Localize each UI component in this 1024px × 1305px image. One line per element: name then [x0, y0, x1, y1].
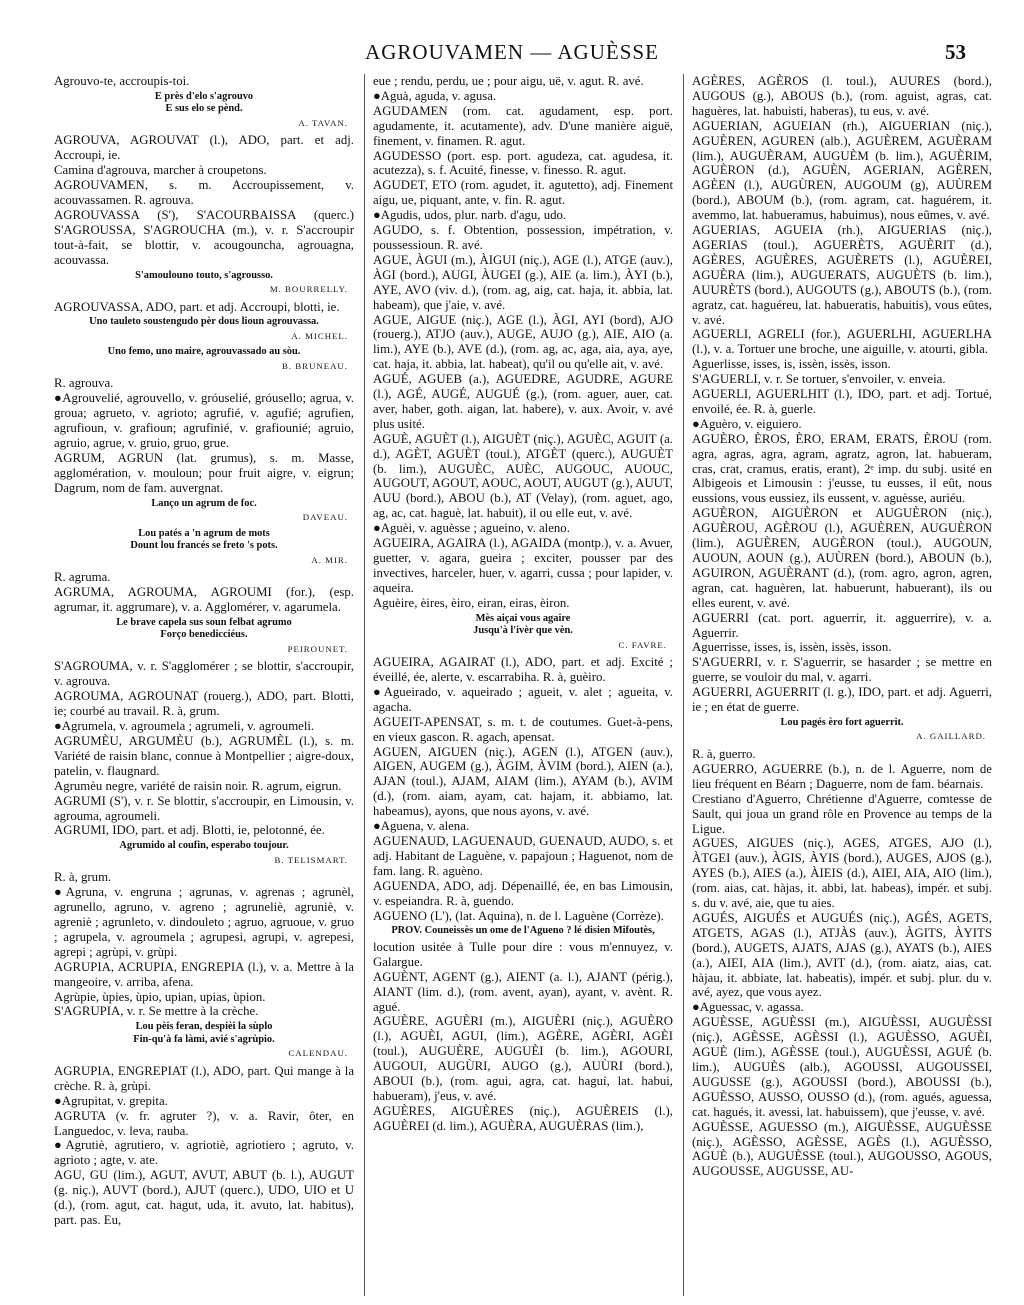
entry-paragraph: AGUENAUD, LAGUENAUD, GUENAUD, AUDO, s. et adj. Habitant de Laguène, v. papajoun ; Haguenot, nom de fam. lang. R. aguèno.	[373, 834, 673, 878]
entry-paragraph: AGROUMA, AGROUNAT (rouerg.), ADO, part. Blotti, ie; courbé au travail. R. à, grum.	[54, 689, 354, 719]
citation-quote: S'amoulouno touto, s'agrousso.	[135, 269, 273, 281]
citation-author: B. TELISMART.	[274, 854, 348, 865]
entry-paragraph: AGUEIRA, AGAIRAT (l.), ADO, part. et adj. Excité ; éveillé, ée, alerte, v. escarrabiha. R. à, guèiro.	[373, 655, 673, 685]
entry-paragraph: R. à, grum.	[54, 870, 112, 885]
column-left	[54, 74, 354, 1296]
entry-paragraph: ●Agudis, udos, plur. narb. d'agu, udo.	[373, 208, 567, 223]
entry-paragraph: Aguerrisse, isses, is, issèn, issès, isson.	[692, 640, 892, 655]
entry-paragraph: AGUÈRES, AIGUÈRES (niç.), AGUÈREIS (l.), AGUÈREI (d. lim.), AGUÈRA, AUGUÈRAS (lim.),	[373, 1103, 673, 1133]
entry-paragraph: Agrùpie, ùpies, ùpio, upian, upias, ùpion.	[54, 989, 266, 1004]
citation-author: DAVEAU.	[302, 512, 348, 523]
entry-paragraph: AGUDESSO (port. esp. port. agudeza, cat. agudesa, it. acutezza), s. f. Acuité, finesse, v. finesso. R. agut.	[373, 148, 673, 178]
entry-paragraph: ●Aguèi, v. aguèsse ; agueino, v. aleno.	[373, 521, 570, 536]
entry-paragraph: ●Agrutiè, agrutiero, v. agriotiè, agriotiero ; agruto, v. agrioto ; agte, v. ate.	[54, 1138, 354, 1168]
entry-paragraph: Agrumèu negre, variété de raisin noir. R. agrum, eigrun.	[54, 778, 342, 793]
entry-paragraph: AGU, GU (lim.), AGUT, AVUT, ABUT (b. l.), AUGUT (g. niç.), AUVT (bord.), AJUT (querc.), UDO, UIO et U (d.), (rom. agut, cat. hagut, uda, it. avuto, lat. habitus), part. pas. Eu,	[54, 1168, 354, 1227]
entry-paragraph: AGUERLI, AGRELI (for.), AGUERLHI, AGUERLHA (l.), v. a. Tortuer une broche, une aiguille, v. atourti, gibla.	[692, 327, 992, 357]
citation-quote: Uno femo, uno maire, agrouvassado au sòu.	[107, 346, 301, 358]
citation-quote: Agrumido al coufin, esperabo toujour.	[119, 840, 289, 852]
entry-paragraph: R. agruma.	[54, 570, 111, 585]
citation-author: B. BRUNEAU.	[282, 360, 348, 371]
entry-paragraph: ●Agrupitat, v. grepita.	[54, 1093, 168, 1108]
entry-paragraph: AGUERIAN, AGUEIAN (rh.), AIGUERIAN (niç.), AGUÈREN, AGUREN (alb.), AGUÈREM, AGUÈRAM (lim.), AUGUÈRAM, AUGUÈM (b. lim.), AGUÈRIM, AGUÈRON (d.), AGUÈN, AGERIAN, AGÈREN, AGÈEN (l.), AUGÙREN, AUGOUM (g), AUÙREM (bord.), ABOUM (b.), (rom. agram, cat. haguérem, it. avemmo, lat. habueramus, habuimus), nous eûmes, v. avé.	[692, 118, 992, 223]
entry-paragraph: Camina d'agrouva, marcher à croupetons.	[54, 163, 267, 178]
citation-author: A. TAVAN.	[298, 117, 348, 128]
entry-paragraph: locution usitée à Tulle pour dire : vous m'ennuyez, v. Galargue.	[373, 939, 673, 969]
entry-paragraph: AGUÉS, AIGUÉS et AUGUÉS (niç.), AGÉS, AGETS, ATGETS, AGAS (l.), ATJÀS (auv.), ÀGITS, ÀYITS (bord.), AUGETS, AJATS, AJAS (g.), AYATS (b.), AIES (a.), AIEI, AIA (lim.), AVIT (d.), (rom. aiatz, aias, cat. hàjau, it. abbiate, lat. habeatis), impér. et subj. plur. du v. avé, ayez, que vous ayez.	[692, 910, 992, 1000]
entry-paragraph: AGUERRO, AGUERRE (b.), n. de l. Aguerre, nom de lieu fréquent en Béarn ; Daguerre, nom de fam. béarnais.	[692, 761, 992, 791]
entry-paragraph: ●Agueirado, v. aqueirado ; agueit, v. alet ; agueita, v. agacha.	[373, 684, 673, 714]
citation-quote: Lanço un agrum de foc.	[151, 497, 257, 509]
citation-quote: Uno tauleto soustengudo pèr dous lioun agrouvassa.	[89, 316, 319, 328]
entry-paragraph: AGUE, AIGUE (niç.), AGE (l.), ÀGI, AYI (bord), AJO (rouerg.), ATJO (auv.), AUGE, AUJO (g.), AIE, AIO (a. lim.), AYE (b.), AVE (d.), (rom. ag, ac, aga, aia, aya, aye, cat. haja, it. abbia, lat. habeat), qu'il ou qu'elle ait, v. avé.	[373, 312, 673, 372]
entry-paragraph: S'AGUERLI, v. r. Se tortuer, s'envoiler, v. enveia.	[692, 372, 946, 387]
entry-paragraph: AGUÈSSE, AGUÈSSI (m.), AIGUÈSSI, AUGUÈSSI (niç.), AGÈSSE, AGÈSSI (l.), AGUÈSSO, AGUÈI, AGUÈ (lim.), AGÈSSE (toul.), AUGUÈSSI, AGUÉ (b. lim.), AUGUÈS (alb.), AGOUSSI, AUGOUSSEI, AUGUSSE (g.), AGOUSSI (bord.), ABOUSSI (b.), AGUÈSSO, AUSSO, OUSSO (d.), (rom. agués, aguessa, cat. hagués, it. avessi, lat. habuissem), que j'eusse, v. avé.	[692, 1015, 992, 1119]
entry-paragraph: ●Agrumela, v. agroumela ; agrumeli, v. agroumeli.	[54, 719, 315, 734]
entry-paragraph: AGROUVASSA (S'), S'ACOURBAISSA (querc.) S'AGROUSSA, S'AGROUCHA (m.), v. r. S'accroupir tout-à-fait, se blottir, v. acougouncha, agrouagna, acouvassa.	[54, 207, 354, 267]
entry-paragraph: AGUÉ, AGUEB (a.), AGUEDRE, AGUDRE, AGURE (l.), AGÉ, AUGÉ, AUGUÉ (g.), (rom. aguer, auer, cat. aver, haber, goth. aigan, lat. habere), v. aux. Avoir, v. avé plus usité.	[373, 372, 673, 431]
entry-paragraph: AGROUVAMEN, s. m. Accroupissement, v. acouvassamen. R. agrouva.	[54, 178, 354, 208]
entry-paragraph: AGUDAMEN (rom. cat. agudament, esp. port. agudamente, it. acutamente), adv. D'une manière aiguë, finement, v. finamen. R. agut.	[373, 103, 673, 148]
entry-paragraph: AGUERIAS, AGUEIA (rh.), AIGUERIAS (niç.), AGERIAS (toul.), AGUERÈTS, AGUÈRIT (d.), AGÈRES, AGUÈRES, AGUÈRETS (l.), AGUÈREI, AGUÈRA (lim.), AUGUERATS, AUGUÈTS (b. lim.), AUURÈTS (bord.), AUGOUTS (g.), ABOUTS (b.), (rom. agratz, cat. haguéreu, lat. habueratis, habuitis), vous eûtes, v. avé.	[692, 223, 992, 327]
entry-paragraph: AGUEIT-APENSAT, s. m. t. de coutumes. Guet-à-pens, en vieux gascon. R. agach, apensat.	[373, 714, 673, 744]
entry-paragraph: AGUÈSSE, AGUESSO (m.), AIGUÈSSE, AUGUÈSSE (niç.), AGÈSSO, AGÈSSE, AGÈS (l.), AGUÈSSO, AGUÈ (b.), AUGUÈSSE (toul.), AUGOUSSO, AGOUS, AUGOUSSE, AUGUSSE, AU-	[692, 1119, 992, 1179]
entry-paragraph: S'AGUERRI, v. r. S'aguerrir, se hasarder ; se mettre en guerre, se vouloir du mal, v. agarri.	[692, 655, 992, 685]
page-number: 53	[945, 40, 966, 64]
entry-paragraph: AGUEN, AIGUEN (niç.), AGEN (l.), ATGEN (auv.), AIGEN, AUGEM (g.), ÀGIM, ÀVIM (bord.), AIEN (a.), AJAN (toul.), AJAM, AIAM (lim.), AYAM (b.), AVIM (d.), (rom. aiam, ayam, cat. hajam, it. abbiamo, lat. habeamus), ayons, que nous ayons, v. avé.	[373, 744, 673, 819]
citation-quote: E près d'elo s'agrouvo E sus elo se pènd.	[154, 90, 254, 115]
entry-paragraph: ●Aguena, v. alena.	[373, 819, 470, 834]
entry-paragraph: R. à, guerro.	[692, 746, 756, 761]
citation-author: A. MICHEL.	[291, 330, 348, 341]
entry-paragraph: AGUÈRO, ÈROS, ÈRO, ERAM, ERATS, ÈROU (rom. agra, agras, agra, agram, agratz, agron, lat. habueram, cras, crat, cramus, eratis, erant), 2ᵉ imp. du subj. usité en Albigeois et Limousin : j'eusse, tu eusses, il eût, nous eussions, vous eussiez, ils eussent, v. aguèsse, auriéu.	[692, 431, 992, 506]
entry-paragraph: Aguèire, èires, èiro, eiran, eiras, èiron.	[373, 595, 570, 610]
entry-paragraph: Agrouvo-te, accroupis-toi.	[54, 74, 190, 88]
citation-author: CALENDAU.	[288, 1048, 348, 1059]
entry-paragraph: AGRUMI (S'), v. r. Se blottir, s'accroupir, en Limousin, v. agrouma, agroumeli.	[54, 793, 354, 823]
entry-paragraph: AGUÈNT, AGENT (g.), AIENT (a. l.), AJANT (périg.), AIANT (lim. d.), (rom. avent, ayan), ayant, v. avènt. R. agué.	[373, 969, 673, 1014]
entry-paragraph: AGÈRES, AGÈROS (l. toul.), AUURES (bord.), AUGOUS (g.), ABOUS (b.), (rom. aguist, agras, cat. haguères, lat. habuisti, haberas), tu eus, v. avé.	[692, 74, 992, 118]
entry-paragraph: AGUÈRON, AIGUÈRON et AUGUÈRON (niç.), AGUÈROU, AGÈROU (l.), AGUÈREN, AUGUÈRON (lim.), AGUÈREN, AUGÈRON (toul.), AUGOUN, AUOUN, AOUN (g.), AUÙREN (bord.), ABOUN (b.), AGUIRON, AGUÈRANT (d.), (rom. agro, agron, agren, agran, cat. haguèren, lat. habuerunt, habuerant), ils ou elles eurent, v. avé.	[692, 506, 992, 610]
entry-paragraph: ●Agruna, v. engruna ; agrunas, v. agrenas ; agrunèl, agrunello, agruno, v. agreno ; agruneliè, agruniè, v. agreniè ; agrunleto, v. dindouleto ; agruo, agruoue, v. gruo ; agrupela, v. agroumela ; agrupesi, agrupi, v. agrepesi, agrepi ; agrùpi, v. grùpi.	[54, 885, 354, 959]
entry-paragraph: ●Aguessac, v. agassa.	[692, 1000, 804, 1015]
entry-paragraph: ●Aguà, aguda, v. agusa.	[373, 88, 497, 103]
entry-paragraph: AGUENO (L'), (lat. Aquina), n. de l. Laguène (Corrèze).	[373, 908, 664, 923]
entry-paragraph: AGUERRI, AGUERRIT (l. g.), IDO, part. et adj. Aguerri, ie ; en état de guerre.	[692, 685, 992, 715]
citation-quote: Lou patés a 'n agrum de mots Dount lou francés se freto 's pots.	[130, 527, 278, 552]
column-middle	[364, 74, 673, 1296]
entry-paragraph: R. agrouva.	[54, 376, 114, 391]
entry-paragraph: eue ; rendu, perdu, ue ; pour aigu, uë, v. agut. R. avé.	[373, 74, 644, 88]
entry-paragraph: AGRUPIA, ACRUPIA, ENGREPIA (l.), v. a. Mettre à la mangeoire, v. arriba, afena.	[54, 959, 354, 989]
entry-paragraph: ●Agrouvelié, agrouvello, v. gróuselié, gróusello; agrua, v. groua; agrueto, v. agrioto; agrufié, v. agufié; agrufien, agrufioun, v. grafioun; agrufinié, v. grafiounié; agruio, agruio, agrue, v. gruio, gruo, grue.	[54, 391, 354, 451]
entry-paragraph: AGRUMA, AGROUMA, AGROUMI (for.), (esp. agrumar, it. aggrumare), v. a. Agglomérer, v. agarumela.	[54, 585, 354, 615]
entry-paragraph: ●Aguèro, v. eiguiero.	[692, 416, 802, 431]
entry-paragraph: AGUES, AIGUES (niç.), AGES, ATGES, AJO (l.), ÀTGEI (auv.), ÀGIS, ÀYIS (bord.), AUGES, AJOS (g.), AYES (b.), AIES (a.), ÀIEIS (d.), AIEI, AIA, AIO (lim.), (rom. aias, cat. hàjas, it. abbi, lat. habeas), impér. et subj. s. du v. avé, aie, que tu aies.	[692, 836, 992, 911]
entry-paragraph: AGUENDA, ADO, adj. Dépenaillé, ée, en bas Limousin, v. espeiandra. R. à, guendo.	[373, 878, 673, 908]
entry-paragraph: AGRUMÈU, ARGUMÈU (b.), AGRUMÈL (l.), s. m. Variété de raisin blanc, connue à Montpellier ; aigre-doux, patelin, v. flaugnard.	[54, 733, 354, 778]
page-title: AGROUVAMEN — AGUÈSSE	[365, 40, 659, 64]
citation-quote: Le brave capela sus soun felbat agrumo Forço benedicciéus.	[116, 616, 292, 641]
entry-paragraph: AGUEIRA, AGAIRA (l.), AGAIDA (montp.), v. a. Avuer, guetter, v. agara, gueira ; exciter, pousser par des invectives, harceler, huer, v. agarri, cussa ; pour lapider, v. aqueira.	[373, 536, 673, 595]
entry-paragraph: AGUERLI, AGUERLHIT (l.), IDO, part. et adj. Tortué, envoilé, ée. R. à, guerle.	[692, 387, 992, 416]
citation-author: M. BOURRELLY.	[269, 284, 348, 295]
citation-quote: Lou pagés èro fort aguerrit.	[780, 716, 904, 728]
citation-quote: Mès aiçai vous agaire Jusqu'à l'ivèr que vèn.	[473, 612, 573, 637]
entry-paragraph: AGUÈ, AGUÈT (l.), AIGUÈT (niç.), AGUÈC, AGUIT (a. d.), AGÈT, AGUÈT (toul.), ATGÈT (querc.), AUGUÈT (b. lim.), AUGUÈC, AUÈC, AUGOUC, AUOUC, AUGOUT, AGOUT, AOUC, AOUT, AUGUT (g.), AUUT, AUU (bord.), ABOU (b.), AT (Velay), (rom. aguet, ago, ag, ac, cat. haguè, lat. habuit), il ou elle eut, v. avé.	[373, 431, 673, 521]
text-columns	[54, 74, 992, 1296]
entry-paragraph: AGRUTA (v. fr. agruter ?), v. a. Ravir, ôter, en Languedoc, v. leva, rauba.	[54, 1108, 354, 1138]
entry-paragraph: AGUE, ÀGUI (m.), ÀIGUI (niç.), AGE (l.), ATGE (auv.), ÀGI (bord.), AUGI, ÀUGEI (g.), AIE (a. lim.), ÀYI (b.), AYE, AVO (viv. d.), (rom. ag, aig, cat. haja, it. abbia, lat. habeam), que j'aie, v. avé.	[373, 252, 673, 312]
entry-paragraph: AGRUMI, IDO, part. et adj. Blotti, ie, pelotonné, ée.	[54, 823, 325, 838]
entry-paragraph: AGROUVASSA, ADO, part. et adj. Accroupi, blotti, ie.	[54, 299, 340, 314]
entry-paragraph: Crestiano d'Aguerro, Chrétienne d'Aguerre, comtesse de Sault, qui joua un grand rôle en Provence au temps de la Ligue.	[692, 791, 992, 836]
citation-author: C. FAVRE.	[618, 639, 667, 650]
entry-paragraph: AGUDO, s. f. Obtention, possession, impétration, v. poussessioun. R. avé.	[373, 223, 673, 252]
entry-paragraph: AGUDET, ETO (rom. agudet, it. agutetto), adj. Finement aigu, ue, piquant, ante, v. fin. R. agut.	[373, 178, 673, 208]
entry-paragraph: AGUERRI (cat. port. aguerrir, it. agguerrire), v. a. Aguerrir.	[692, 610, 992, 640]
citation-quote: PROV. Couneissès un ome de l'Agueno ? lé disien Mifoutès,	[391, 925, 655, 937]
entry-paragraph: AGRUM, AGRUN (lat. grumus), s. m. Masse, agglomération, v. mouloun; pour fruit aigre, v. eigrun; Dagrum, nom de fam. auvergnat.	[54, 451, 354, 495]
citation-author: PEIROUNET.	[287, 643, 348, 654]
entry-paragraph: AGUÈRE, AGUÈRI (m.), AIGUÈRI (niç.), AGUÈRO (l.), AGUÈI, AGUI, (lim.), AGÈRE, AGÈRI, AGÈI (toul.), AUGUÈRE, AUGUÈI (b. lim.), AGOURI, AUGOUI, AUGÙRI, AUGO (g.), AUÙRI (bord.), ABOUI (b.), (rom. agui, agra, cat. haguí, lat. habui, habueram), j'eus, v. avé.	[373, 1014, 673, 1103]
column-right	[683, 74, 992, 1296]
entry-paragraph: S'AGRUPIA, v. r. Se mettre à la crèche.	[54, 1004, 259, 1019]
citation-author: A. GAILLARD.	[916, 731, 986, 742]
entry-paragraph: Aguerlisse, isses, is, issèn, issès, isson.	[692, 357, 891, 372]
entry-paragraph: AGRUPIA, ENGREPIAT (l.), ADO, part. Qui mange à la crèche. R. à, grùpi.	[54, 1063, 354, 1093]
citation-author: A. MIR.	[311, 554, 348, 565]
entry-paragraph: S'AGROUMA, v. r. S'agglomérer ; se blottir, s'accroupir, v. agrouva.	[54, 659, 354, 689]
citation-quote: Lou pèis feran, despièi la sùplo Fin-qu'à fa làmi, avié s'agrùpio.	[133, 1021, 275, 1045]
entry-paragraph: AGROUVA, AGROUVAT (l.), ADO, part. et adj. Accroupi, ie.	[54, 133, 354, 163]
